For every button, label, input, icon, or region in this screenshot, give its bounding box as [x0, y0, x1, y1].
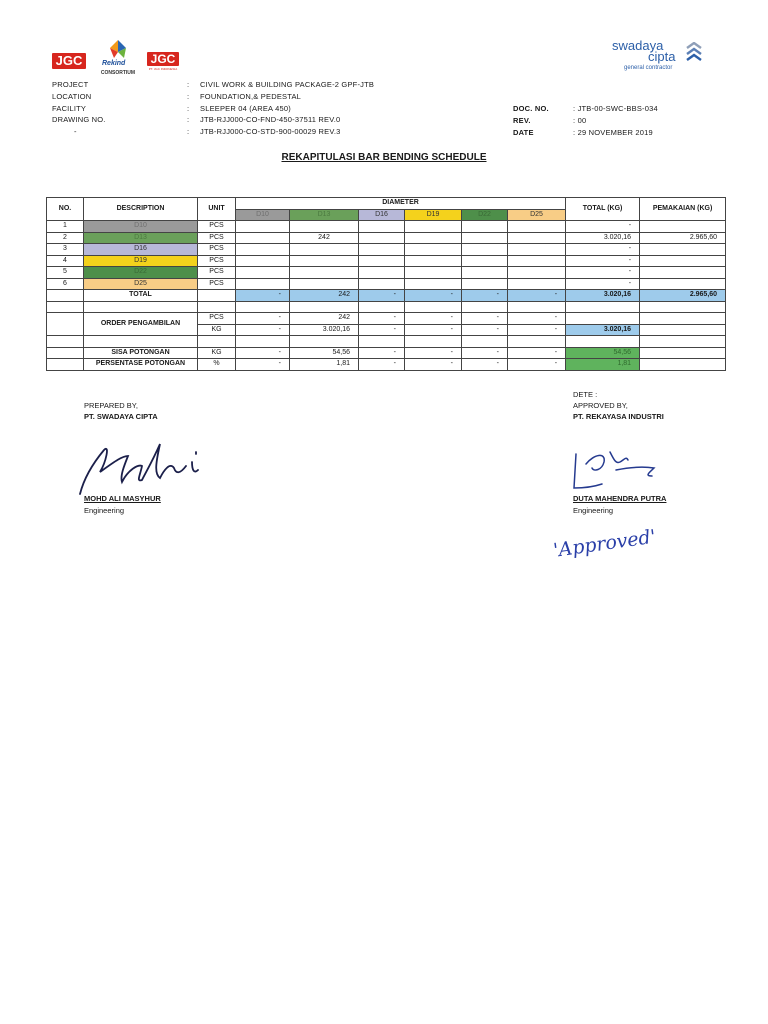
diameter-header-d25: D25 — [508, 209, 566, 221]
blank-cell — [640, 336, 726, 348]
table-row — [47, 232, 726, 244]
cell-d22 — [462, 278, 508, 290]
row-description: D25 — [84, 278, 198, 290]
rekind-logo-text: Rekind — [102, 60, 126, 67]
general-contractor-tagline: general contractor — [624, 65, 673, 71]
order-kg-unit: KG — [198, 324, 236, 336]
order-pcs-d25: - — [508, 313, 566, 325]
row-total: - — [566, 255, 640, 267]
cell-d19 — [405, 244, 462, 256]
row-total: - — [566, 267, 640, 279]
diameter-header-d13: D13 — [290, 209, 359, 221]
header-separator: : — [187, 80, 190, 89]
sisa-row — [47, 347, 726, 359]
persen-d25: - — [508, 359, 566, 371]
order-kg-d10: - — [236, 324, 290, 336]
row-no: 4 — [47, 255, 84, 267]
preparer-role: Engineering — [84, 506, 125, 515]
row-unit: PCS — [198, 244, 236, 256]
total-d10: - — [236, 290, 290, 302]
prepared-company: PT. SWADAYA CIPTA — [84, 412, 158, 421]
row-no: 1 — [47, 221, 84, 233]
header-separator: : — [187, 91, 190, 101]
rekind-logo — [96, 38, 140, 78]
diameter-header-d19: D19 — [405, 209, 462, 221]
left-signature — [70, 432, 220, 502]
header-label: FACILITY — [52, 103, 87, 113]
sisa-d10: - — [236, 347, 290, 359]
persen-d22: - — [462, 359, 508, 371]
total-d16: - — [359, 290, 405, 302]
cell-d25 — [508, 221, 566, 233]
blank-cell — [84, 336, 198, 348]
order-no — [47, 313, 84, 336]
blank-cell — [405, 336, 462, 348]
order-pcs-d13: 242 — [290, 313, 359, 325]
total-no — [47, 290, 84, 302]
cell-d22 — [462, 221, 508, 233]
row-total: - — [566, 244, 640, 256]
doc-info-label: REV. — [513, 116, 531, 125]
persen-unit: % — [198, 359, 236, 371]
cell-d16 — [359, 278, 405, 290]
row-description: D13 — [84, 232, 198, 244]
order-kg-usage — [640, 324, 726, 336]
diameter-header-d22: D22 — [462, 209, 508, 221]
row-description: D22 — [84, 267, 198, 279]
header-value: CIVIL WORK & BUILDING PACKAGE-2 GPF-JTB — [200, 80, 375, 89]
row-usage — [640, 244, 726, 256]
order-pcs-total — [566, 313, 640, 325]
doc-info-label: DATE — [513, 128, 534, 137]
cell-d16 — [359, 255, 405, 267]
cell-d10 — [236, 221, 290, 233]
sisa-label: SISA POTONGAN — [84, 347, 198, 359]
total-d25: - — [508, 290, 566, 302]
persen-usage — [640, 359, 726, 371]
col-header-no: NO. — [47, 198, 84, 221]
table-row — [47, 255, 726, 267]
sisa-unit: KG — [198, 347, 236, 359]
blank-cell — [84, 301, 198, 313]
row-total: - — [566, 278, 640, 290]
blank-cell — [236, 336, 290, 348]
row-total: 3.020,16 — [566, 232, 640, 244]
cell-d25 — [508, 267, 566, 279]
cell-d16 — [359, 244, 405, 256]
jgc-logo-right: JGC — [147, 52, 179, 66]
table-row — [47, 267, 726, 279]
col-header-total: TOTAL (KG) — [566, 198, 640, 221]
sisa-d19: - — [405, 347, 462, 359]
cell-d16 — [359, 221, 405, 233]
cell-d10 — [236, 244, 290, 256]
cell-d10 — [236, 255, 290, 267]
order-pcs-unit: PCS — [198, 313, 236, 325]
header-separator: : — [187, 115, 190, 125]
row-no: 3 — [47, 244, 84, 256]
blank-cell — [47, 301, 84, 313]
persen-d10: - — [236, 359, 290, 371]
preparer-name: MOHD ALI MASYHUR — [84, 494, 161, 503]
row-no: 5 — [47, 267, 84, 279]
jgc-logo-left: JGC — [52, 53, 86, 69]
blank-cell — [198, 336, 236, 348]
cell-d22 — [462, 267, 508, 279]
cell-d19 — [405, 232, 462, 244]
cell-d22 — [462, 244, 508, 256]
cell-d10 — [236, 278, 290, 290]
right-signature — [566, 442, 676, 498]
blank-cell — [236, 301, 290, 313]
cell-d16 — [359, 267, 405, 279]
blank-cell — [508, 301, 566, 313]
blank-cell — [566, 301, 640, 313]
cell-d13 — [290, 244, 359, 256]
header-label: PROJECT — [52, 80, 89, 89]
row-description: D19 — [84, 255, 198, 267]
order-kg-d19: - — [405, 324, 462, 336]
order-pcs-d22: - — [462, 313, 508, 325]
blank-cell — [290, 336, 359, 348]
row-unit: PCS — [198, 232, 236, 244]
header-value: JTB-RJJ000-CO-FND-450-37511 REV.0 — [200, 115, 341, 125]
persen-no — [47, 359, 84, 371]
blank-cell — [566, 336, 640, 348]
cell-d19 — [405, 255, 462, 267]
order-kg-total: 3.020,16 — [566, 324, 640, 336]
header-value: FOUNDATION,& PEDESTAL — [200, 91, 302, 101]
consortium-label: CONSORTIUM — [100, 70, 136, 76]
cell-d19 — [405, 278, 462, 290]
persen-d19: - — [405, 359, 462, 371]
cell-d13 — [290, 278, 359, 290]
total-label: TOTAL — [84, 290, 198, 302]
chevron-mark-icon — [684, 42, 704, 62]
total-d19: - — [405, 290, 462, 302]
blank-cell — [462, 336, 508, 348]
diameter-header-d16: D16 — [359, 209, 405, 221]
persen-d13: 1,81 — [290, 359, 359, 371]
doc-info-value: : JTB-00-SWC-BBS-034 — [573, 104, 658, 113]
blank-cell — [359, 336, 405, 348]
row-unit: PCS — [198, 255, 236, 267]
header-label: DRAWING NO. — [52, 115, 106, 125]
order-kg-d16: - — [359, 324, 405, 336]
order-pcs-usage — [640, 313, 726, 325]
approver-role: Engineering — [573, 506, 614, 515]
document-title: REKAPITULASI BAR BENDING SCHEDULE — [281, 152, 487, 163]
cell-d19 — [405, 267, 462, 279]
row-usage — [640, 278, 726, 290]
order-label: ORDER PENGAMBILAN — [84, 313, 198, 336]
total-d22: - — [462, 290, 508, 302]
row-usage — [640, 221, 726, 233]
row-unit: PCS — [198, 221, 236, 233]
approver-name: DUTA MAHENDRA PUTRA — [573, 494, 667, 503]
cell-d13 — [290, 267, 359, 279]
prepared-by-caption: PREPARED BY, — [84, 401, 138, 410]
order-pcs-d10: - — [236, 313, 290, 325]
cell-d22 — [462, 232, 508, 244]
order-kg-d22: - — [462, 324, 508, 336]
cell-d13: 242 — [290, 232, 359, 244]
row-usage — [640, 255, 726, 267]
total-d13: 242 — [290, 290, 359, 302]
order-kg-d13: 3.020,16 — [290, 324, 359, 336]
bar-bending-table — [46, 197, 726, 371]
total-kg: 3.020,16 — [566, 290, 640, 302]
blank-cell — [198, 301, 236, 313]
sisa-usage — [640, 347, 726, 359]
diameter-header-d10: D10 — [236, 209, 290, 221]
persen-d16: - — [359, 359, 405, 371]
col-header-usage: PEMAKAIAN (KG) — [640, 198, 726, 221]
table-row — [47, 221, 726, 233]
sisa-d22: - — [462, 347, 508, 359]
blank-cell — [462, 301, 508, 313]
cell-d25 — [508, 255, 566, 267]
sisa-d16: - — [359, 347, 405, 359]
cell-d13 — [290, 255, 359, 267]
header-value: JTB-RJJ000-CO-STD-900-00029 REV.3 — [200, 127, 341, 137]
cell-d16 — [359, 232, 405, 244]
row-description: D16 — [84, 244, 198, 256]
sisa-total: 54,56 — [566, 347, 640, 359]
sisa-no — [47, 347, 84, 359]
cell-d25 — [508, 232, 566, 244]
row-no: 6 — [47, 278, 84, 290]
approved-note: 'Approved' — [552, 525, 658, 562]
cell-d10 — [236, 232, 290, 244]
table-row — [47, 278, 726, 290]
row-total: - — [566, 221, 640, 233]
cell-d19 — [405, 221, 462, 233]
doc-info-label: DOC. NO. — [513, 104, 549, 113]
cipta-text: cipta — [648, 49, 676, 64]
blank-cell — [405, 301, 462, 313]
header-value: SLEEPER 04 (AREA 450) — [200, 103, 291, 113]
jgc-logo-right-subtitle: PT. JGC INDONESIA — [148, 67, 178, 71]
sisa-d13: 54,56 — [290, 347, 359, 359]
doc-info-value: : 29 NOVEMBER 2019 — [573, 128, 653, 137]
persen-row — [47, 359, 726, 371]
cell-d10 — [236, 267, 290, 279]
blank-cell — [359, 301, 405, 313]
blank-cell — [640, 301, 726, 313]
date-label: DETE : — [573, 390, 598, 399]
col-header-description: DESCRIPTION — [84, 198, 198, 221]
blank-cell — [47, 336, 84, 348]
doc-info-value: : 00 — [573, 116, 587, 125]
cell-d13 — [290, 221, 359, 233]
row-description: D10 — [84, 221, 198, 233]
order-pcs-d19: - — [405, 313, 462, 325]
swadaya-text: swadaya — [612, 38, 664, 53]
header-separator: : — [187, 127, 190, 137]
row-unit: PCS — [198, 278, 236, 290]
spacer-row — [47, 336, 726, 348]
row-no: 2 — [47, 232, 84, 244]
approved-by-caption: APPROVED BY, — [573, 401, 628, 410]
persen-total: 1,81 — [566, 359, 640, 371]
row-usage — [640, 267, 726, 279]
sisa-d25: - — [508, 347, 566, 359]
blank-cell — [508, 336, 566, 348]
approver-company: PT. REKAYASA INDUSTRI — [573, 412, 664, 421]
row-unit: PCS — [198, 267, 236, 279]
col-header-unit: UNIT — [198, 198, 236, 221]
row-usage: 2.965,60 — [640, 232, 726, 244]
col-header-diameter: DIAMETER — [236, 198, 566, 210]
header-label: - — [74, 127, 77, 137]
header-label: LOCATION — [52, 91, 92, 101]
spacer-row — [47, 301, 726, 313]
total-unit — [198, 290, 236, 302]
persen-label: PERSENTASE POTONGAN — [84, 359, 198, 371]
cell-d22 — [462, 255, 508, 267]
order-kg-d25: - — [508, 324, 566, 336]
swadaya-cipta-logo — [610, 38, 710, 74]
total-usage: 2.965,60 — [640, 290, 726, 302]
cell-d25 — [508, 278, 566, 290]
header-separator: : — [187, 103, 190, 113]
table-row — [47, 244, 726, 256]
order-pcs-d16: - — [359, 313, 405, 325]
cell-d25 — [508, 244, 566, 256]
blank-cell — [290, 301, 359, 313]
